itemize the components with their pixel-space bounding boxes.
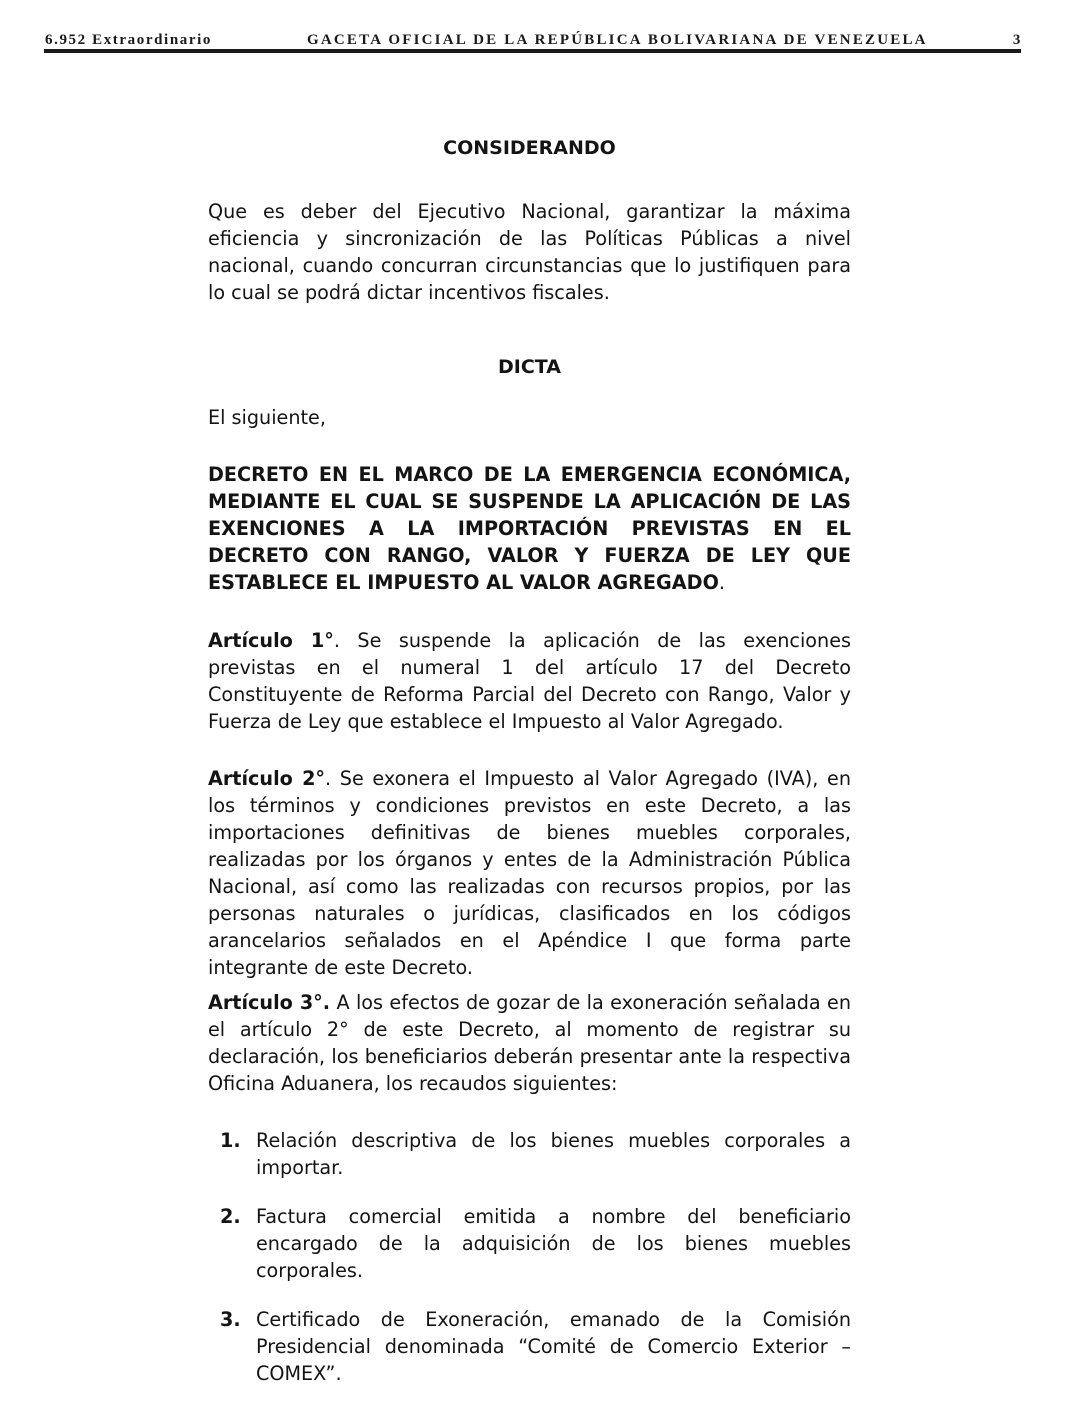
list-item-number: 3. bbox=[220, 1308, 241, 1331]
document-body bbox=[208, 135, 851, 1409]
dicta-heading: DICTA bbox=[498, 356, 561, 378]
edition-label: 6.952 Extraordinario bbox=[45, 32, 212, 48]
article-1-label: Artículo 1° bbox=[208, 629, 334, 652]
decree-title bbox=[208, 461, 851, 596]
list-item-text: Relación descriptiva de los bienes muebles corporales a importar. bbox=[256, 1129, 851, 1179]
article-2-sep: . bbox=[325, 767, 332, 790]
article-1-sep: . bbox=[333, 629, 340, 652]
publication-title: GACETA OFICIAL DE LA REPÚBLICA BOLIVARIANA DE VENEZUELA bbox=[307, 32, 928, 48]
list-item bbox=[208, 1306, 851, 1387]
list-item bbox=[208, 1127, 851, 1181]
list-item-number: 2. bbox=[220, 1205, 241, 1228]
header-divider bbox=[44, 49, 1021, 53]
article-1-text: Se suspende la aplicación de las exenciones previstas en el numeral 1 del artículo 17 del Decreto Constituyente de Reforma Parcial del Decreto con Rango, Valor y Fuerza de Ley que establece el Impuesto al Valor Agregado. bbox=[208, 629, 852, 733]
decree-title-text: DECRETO EN EL MARCO DE LA EMERGENCIA ECONÓMICA, MEDIANTE EL CUAL SE SUSPENDE LA APLICACIÓN DE LAS EXENCIONES A LA IMPORTACIÓN PREVISTAS EN EL DECRETO CON RANGO, VALOR Y FUERZA DE LEY QUE ESTABLECE EL IMPUESTO AL VALOR AGREGADO bbox=[208, 463, 851, 594]
list-item-text: Factura comercial emitida a nombre del beneficiario encargado de la adquisición de los bienes muebles corporales. bbox=[256, 1205, 851, 1282]
article-3-text: A los efectos de gozar de la exoneración señalada en el artículo 2° de este Decreto, al momento de registrar su declaración, los beneficiarios deberán presentar ante la respectiva Oficina Aduanera, los recaudos siguientes: bbox=[208, 991, 851, 1095]
requirements-list bbox=[208, 1127, 851, 1387]
dicta-intro: El siguiente, bbox=[208, 406, 326, 429]
decree-title-period: . bbox=[718, 571, 725, 594]
list-item-text: Certificado de Exoneración, emanado de la Comisión Presidencial denominada “Comité de Comercio Exterior – COMEX”. bbox=[256, 1308, 851, 1385]
article-3 bbox=[208, 989, 851, 1097]
article-2-label: Artículo 2° bbox=[208, 767, 326, 790]
article-3-label: Artículo 3°. bbox=[208, 991, 331, 1014]
list-item-number: 1. bbox=[220, 1129, 241, 1152]
article-2-text: Se exonera el Impuesto al Valor Agregado (IVA), en los términos y condiciones previstos en este Decreto, a las importaciones definitivas de bienes muebles corporales, realizadas por los órganos y entes de la Administración Pública Nacional, así como las realizadas con recursos propios, por las personas naturales o jurídicas, clasificados en los códigos arancelarios señalados en el Apéndice I que forma parte integrante de este Decreto. bbox=[208, 767, 851, 979]
page-number: 3 bbox=[1012, 32, 1022, 48]
article-1 bbox=[208, 627, 851, 735]
considerando-text: Que es deber del Ejecutivo Nacional, garantizar la máxima eficiencia y sincronización de las Políticas Públicas a nivel nacional, cuando concurran circunstancias que lo justifiquen para lo cual se podrá dictar incentivos fiscales. bbox=[208, 200, 851, 304]
list-item bbox=[208, 1203, 851, 1284]
article-2 bbox=[208, 765, 851, 981]
considerando-heading: CONSIDERANDO bbox=[443, 137, 616, 159]
